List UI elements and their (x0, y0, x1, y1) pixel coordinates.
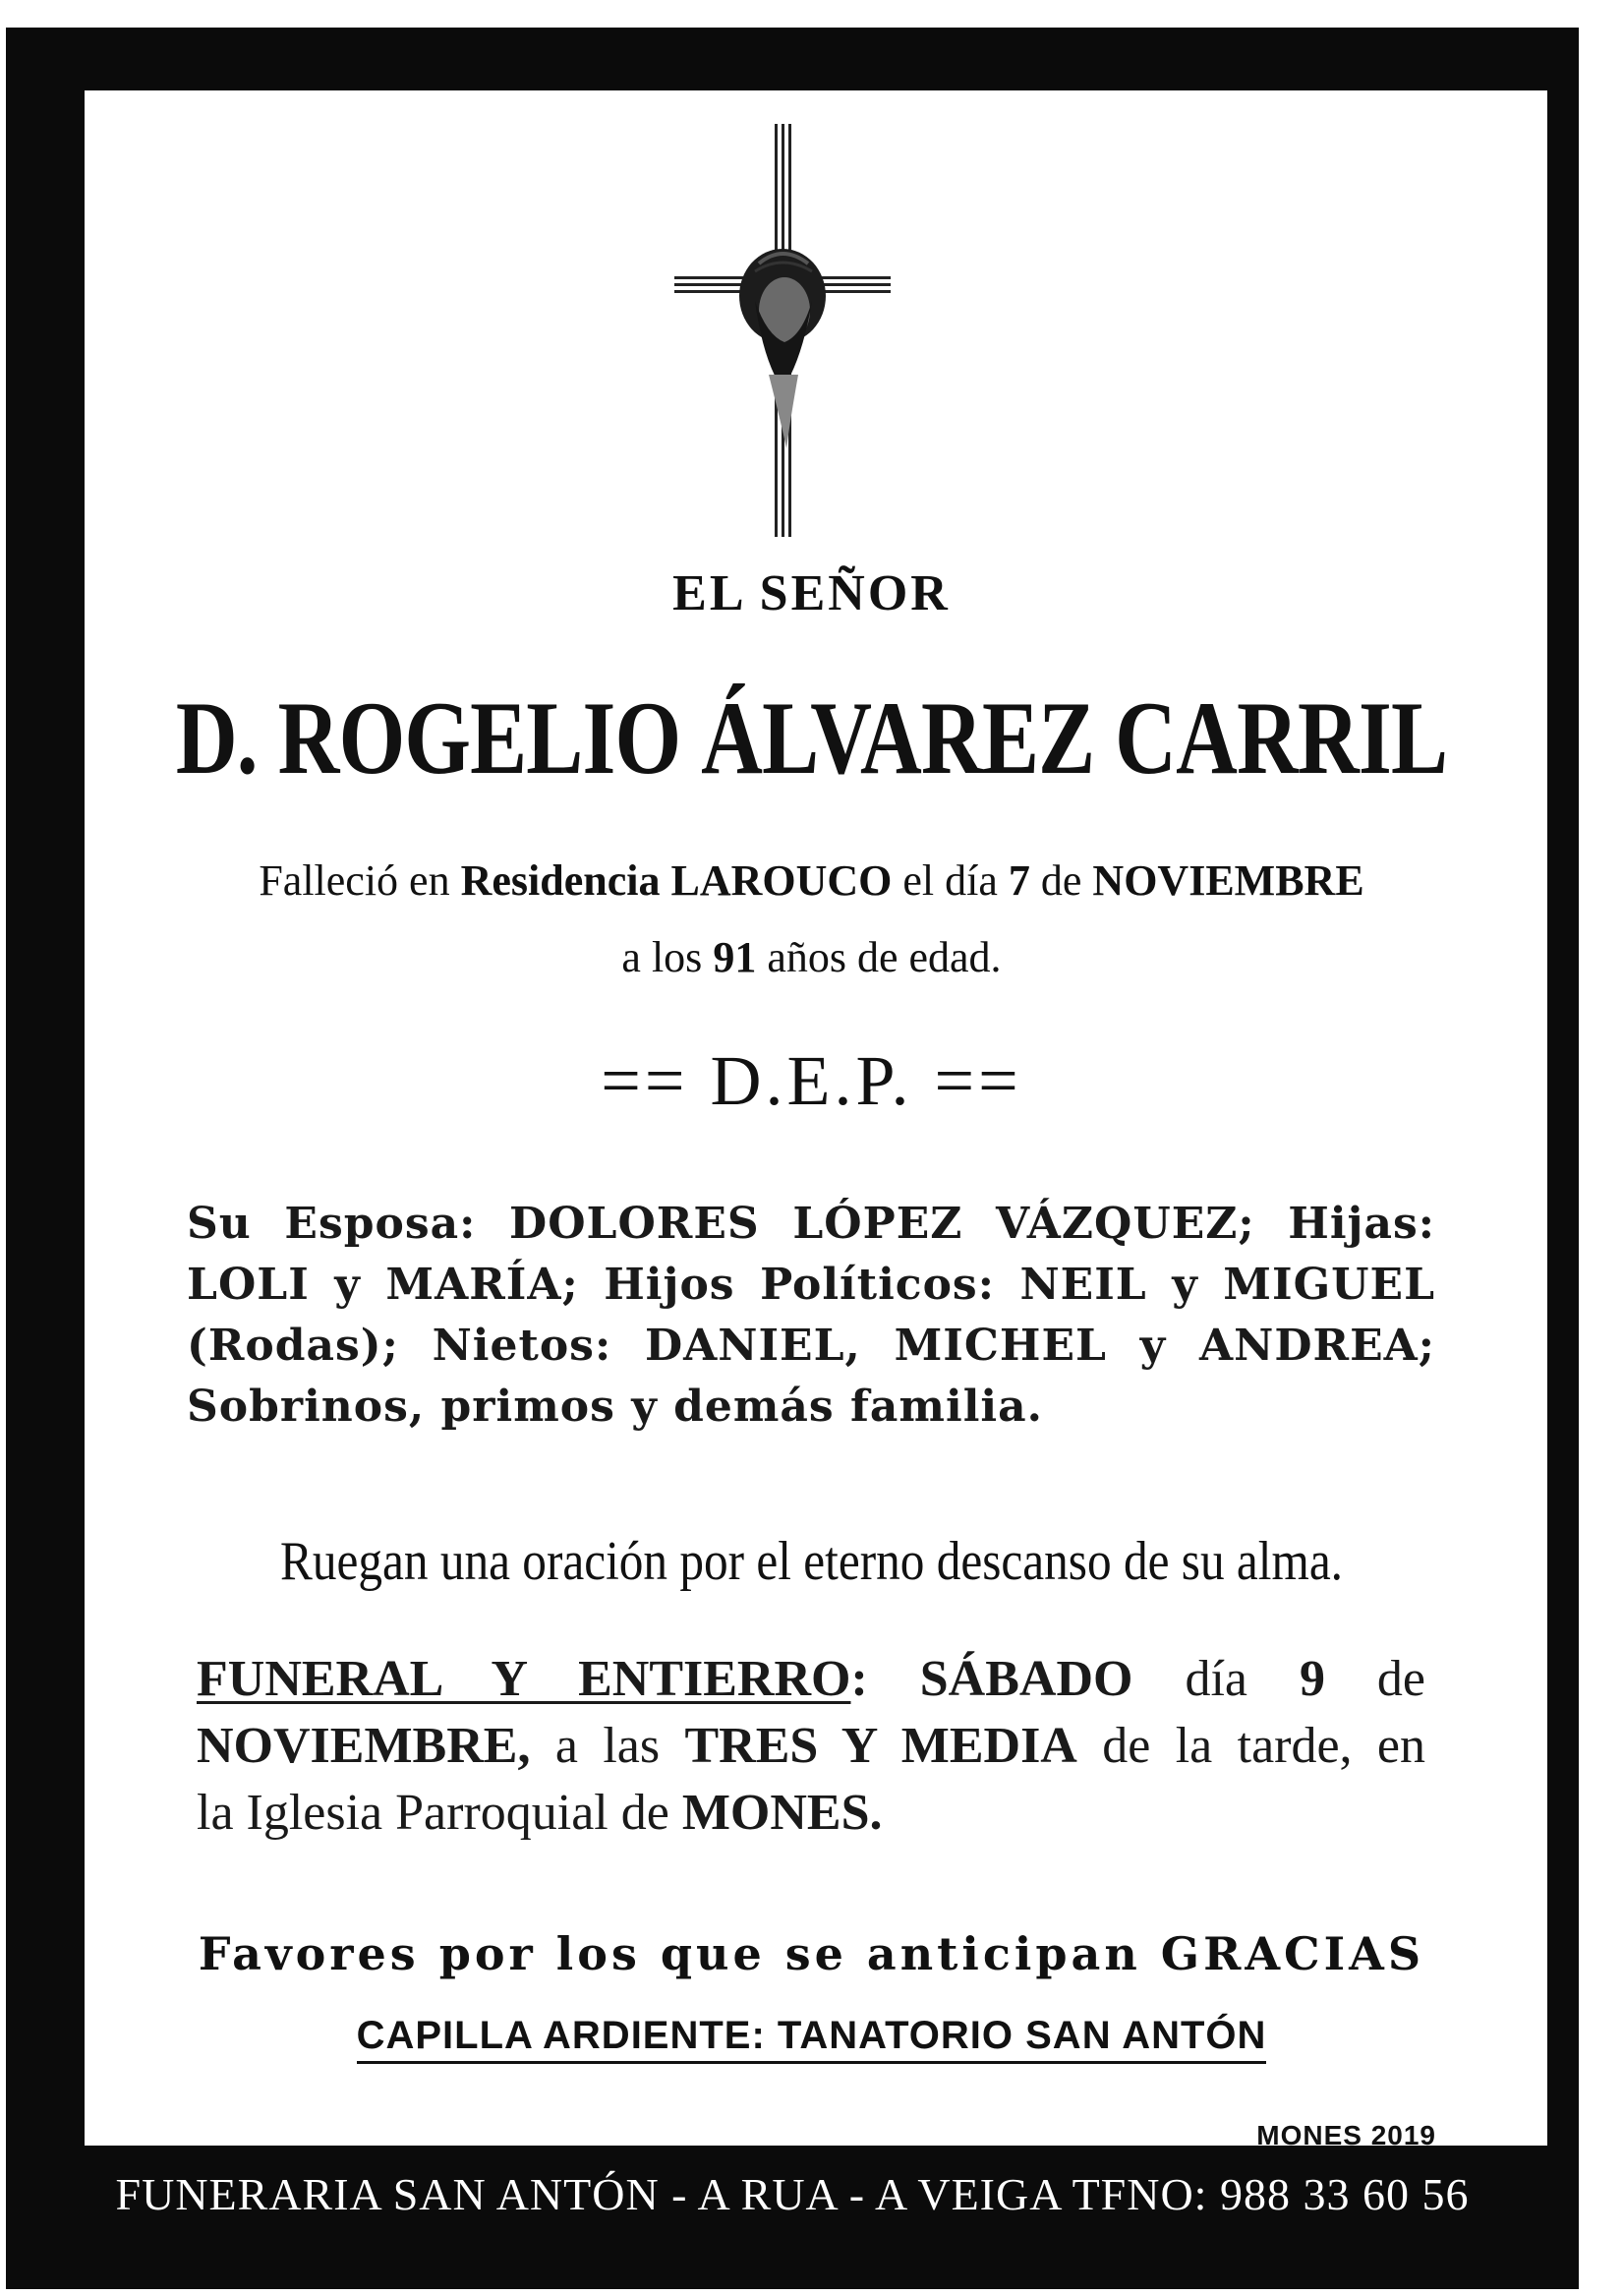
death-text-2: el día (892, 856, 1009, 905)
heading: EL SEÑOR (672, 565, 951, 621)
funeral-home-footer: FUNERARIA SAN ANTÓN - A RUA - A VEIGA TFNO: 988 33 60 56 (115, 2169, 1470, 2219)
funeral-day: 9 (1299, 1651, 1325, 1707)
age-value: 91 (713, 933, 757, 981)
funeral-parish: MONES. (681, 1785, 883, 1841)
death-day: 7 (1008, 856, 1030, 905)
funeral-text-4: de la tarde, en (1076, 1718, 1426, 1774)
age-text-1: a los (621, 933, 714, 981)
chapel-text: CAPILLA ARDIENTE: TANATORIO SAN ANTÓN (357, 2014, 1267, 2064)
funeral-time: TRES Y MEDIA (684, 1718, 1077, 1774)
funeral-label: FUNERAL Y ENTIERRO (197, 1651, 851, 1707)
prayer-request: Ruegan una oración por el eterno descanso de su alma. (279, 1531, 1344, 1592)
funeral-line-3 (197, 1780, 1425, 1847)
funeral-text-2: de (1324, 1651, 1425, 1707)
crucifix-icon (665, 124, 900, 537)
funeral-text-5: la Iglesia Parroquial de (197, 1785, 682, 1841)
funeral-line-1 (197, 1646, 1425, 1713)
thanks-line: Favores por los que se anticipan GRACIAS (198, 1927, 1425, 1980)
age-text-2: años de edad. (756, 933, 1002, 981)
chapel-line (0, 2014, 1623, 2058)
age-line (0, 932, 1623, 982)
funeral-weekday: SÁBADO (919, 1651, 1133, 1707)
family-line: Sobrinos, primos y demás familia. (187, 1382, 1043, 1432)
funeral-text-3: a las (530, 1718, 685, 1774)
dep-line: == D.E.P. == (601, 1041, 1022, 1120)
family-line: (Rodas); Nietos: DANIEL, MICHEL y ANDREA; (187, 1321, 1435, 1371)
funeral-text-1: día (1132, 1651, 1300, 1707)
place-year: MONES 2019 (1256, 2120, 1436, 2150)
death-text-1: Falleció en (259, 856, 461, 905)
family-line: LOLI y MARÍA; Hijos Políticos: NEIL y MIGUEL (187, 1260, 1435, 1310)
family-block (187, 1194, 1435, 1438)
death-info-line (0, 855, 1623, 906)
death-month: NOVIEMBRE (1092, 856, 1364, 905)
funeral-month: NOVIEMBRE, (197, 1718, 531, 1774)
funeral-block (197, 1646, 1425, 1847)
death-place: Residencia LAROUCO (460, 856, 893, 905)
deceased-name: D. ROGELIO ÁLVAREZ CARRIL (175, 680, 1448, 795)
family-line: Su Esposa: DOLORES LÓPEZ VÁZQUEZ; Hijas: (187, 1199, 1435, 1249)
funeral-line-2 (197, 1713, 1425, 1780)
death-text-3: de (1029, 856, 1093, 905)
funeral-colon: : (850, 1651, 920, 1707)
